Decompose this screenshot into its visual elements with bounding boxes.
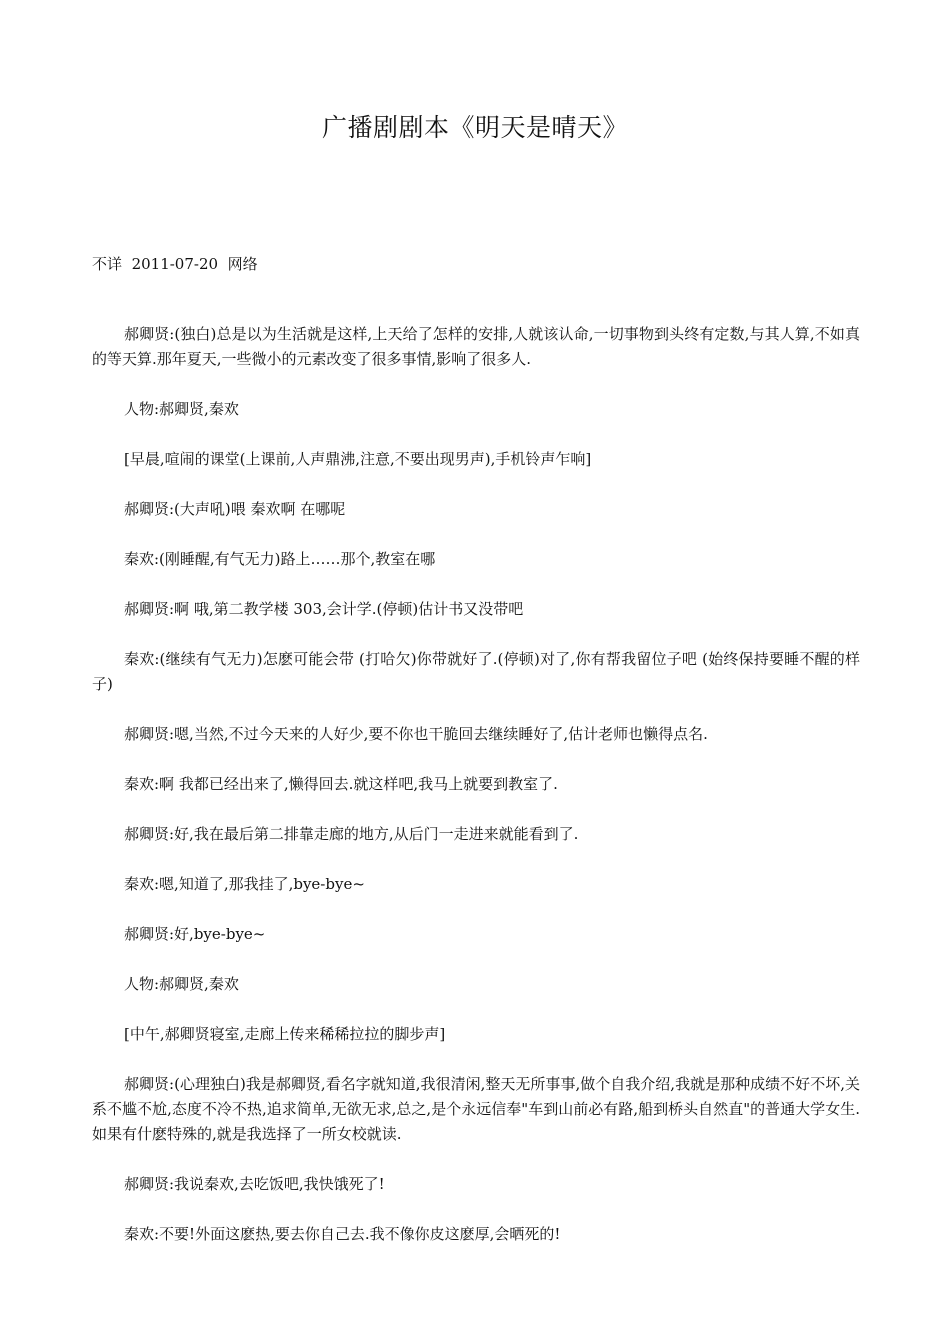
paragraph-dialogue: 郝卿贤:好,bye-bye~	[124, 925, 266, 943]
paragraph-dialogue: 郝卿贤:啊 哦,第二教学楼 303,会计学.(停顿)估计书又没带吧	[124, 600, 524, 618]
paragraph-dialogue: 郝卿贤:好,我在最后第二排靠走廊的地方,从后门一走进来就能看到了.	[124, 825, 579, 843]
paragraph-characters: 人物:郝卿贤,秦欢	[124, 400, 239, 418]
paragraph-dialogue: 郝卿贤:我说秦欢,去吃饭吧,我快饿死了!	[124, 1175, 385, 1193]
paragraph-characters: 人物:郝卿贤,秦欢	[124, 975, 239, 993]
document-meta	[92, 253, 258, 274]
paragraph-dialogue: 秦欢:(刚睡醒,有气无力)路上……那个,教室在哪	[124, 550, 436, 568]
paragraph-dialogue: 秦欢:(继续有气无力)怎麽可能会带 (打哈欠)你带就好了.(停顿)对了,你有帮我留位子吧 (始终保持要睡不醒的样子)	[92, 650, 860, 693]
paragraph-monologue: 郝卿贤:(心理独白)我是郝卿贤,看名字就知道,我很清闲,整天无所事事,做个自我介绍,我就是那种成绩不好不坏,关系不尴不尬,态度不冷不热,追求简单,无欲无求,总之,是个永远信奉"车到山前必有路,船到桥头自然直"的普通大学女生.如果有什麽特殊的,就是我选择了一所女校就读.	[92, 1075, 860, 1143]
paragraph-monologue-intro: 郝卿贤:(独白)总是以为生活就是这样,上天给了怎样的安排,人就该认命,一切事物到头终有定数,与其人算,不如真的等天算.那年夏天,一些微小的元素改变了很多事情,影响了很多人.	[92, 325, 860, 368]
paragraph-dialogue: 秦欢:不要!外面这麽热,要去你自己去.我不像你皮这麽厚,会晒死的!	[124, 1225, 561, 1243]
document-title: 广播剧剧本《明天是晴天》	[321, 113, 628, 142]
meta-date: 2011-07-20	[131, 255, 219, 273]
meta-source: 网络	[227, 255, 258, 273]
paragraph-dialogue: 郝卿贤:(大声吼)喂 秦欢啊 在哪呢	[124, 500, 346, 518]
paragraph-dialogue: 秦欢:啊 我都已经出来了,懒得回去.就这样吧,我马上就要到教室了.	[124, 775, 558, 793]
paragraph-dialogue: 郝卿贤:嗯,当然,不过今天来的人好少,要不你也干脆回去继续睡好了,估计老师也懒得点名.	[124, 725, 708, 743]
meta-author: 不详	[92, 255, 123, 273]
paragraph-scene-direction: [中午,郝卿贤寝室,走廊上传来稀稀拉拉的脚步声]	[124, 1025, 446, 1043]
paragraph-scene-direction: [早晨,喧闹的课堂(上课前,人声鼎沸,注意,不要出现男声),手机铃声乍响]	[124, 450, 592, 468]
document-body	[92, 322, 860, 1272]
paragraph-dialogue: 秦欢:嗯,知道了,那我挂了,bye-bye~	[124, 875, 365, 893]
